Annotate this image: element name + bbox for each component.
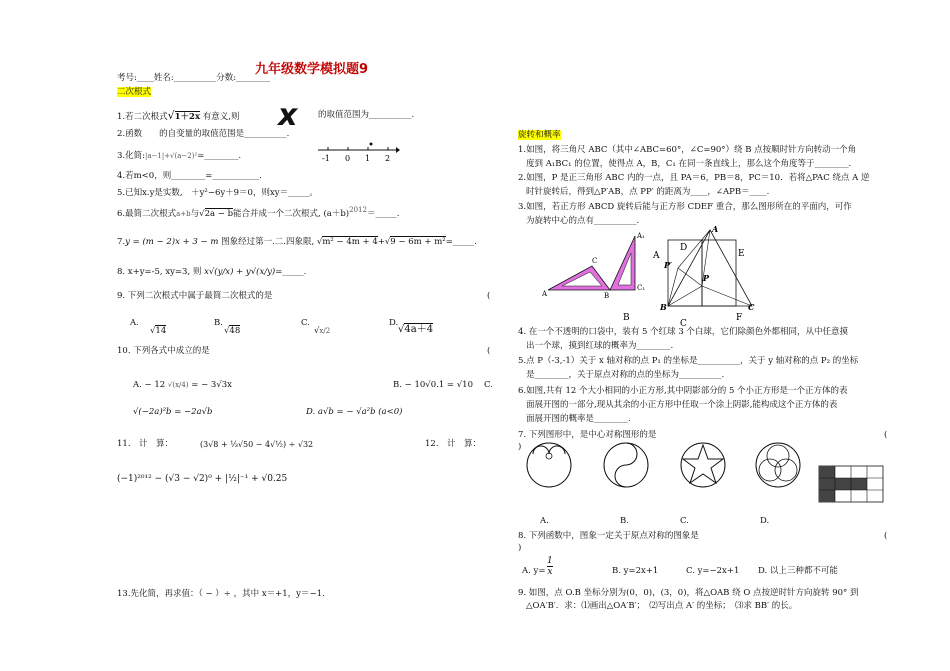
answer-paren: ( [487, 291, 491, 301]
question-11: 11. 计 算： [117, 439, 174, 449]
svg-text:A: A [712, 224, 719, 234]
question-r9-line2: △OA′B′．求：⑴画出△OA′B′； ⑵写出点 A′ 的坐标； ⑶求 BB′ 的长。 [526, 601, 798, 611]
svg-text:P: P [703, 273, 710, 283]
option-c: C. [680, 516, 689, 526]
question-r5-line1: 5.点 P（-3,-1）关于 x 轴对称的点 P₁ 的坐标是__________，关于 y 轴对称的点 P₂ 的坐标 [518, 356, 859, 366]
variable-x: x [278, 98, 298, 133]
header-line: 考号:____姓名:__________分数:________ [117, 73, 271, 83]
answer-paren: ( [884, 430, 888, 440]
symmetry-figures [525, 438, 885, 508]
fraction-1-over-x: 1 x [547, 556, 553, 577]
question-r4-line2: 出一个球，摸到红球的概率为________. [526, 341, 674, 351]
svg-text:C: C [592, 257, 598, 265]
question-r7: 7. 下列图形中，是中心对称图形的是 [518, 430, 657, 440]
question-r6-line2: 面展开图的一部分,现从其余的小正方形中任取一个涂上阴影,能构成这个正方体的表 [526, 400, 838, 410]
question-5: 5.已知x.y是实数, ＋y²−6y＋9＝0，则xy＝_____。 [117, 188, 318, 198]
option-a: A. − 12 √(x/4) = − 3√3x [133, 380, 232, 390]
option-b: B. y=2x+1 [612, 566, 659, 576]
figure-a [527, 443, 571, 487]
figure-d [756, 443, 800, 487]
section-rotation-probability: 旋转和概率 [518, 130, 561, 140]
question-r8: 8. 下列函数中，图象一定关于原点对称的图象是 [518, 531, 699, 541]
svg-text:D: D [680, 243, 688, 253]
figure-c [681, 443, 725, 487]
question-r9-line1: 9. 如图，点 O.B 坐标分别为(0，0)，(3，0)，将△OAB 绕 O 点按逆时针方向旋转 90° 到 [518, 588, 859, 598]
option-a: A. [130, 318, 139, 328]
question-r6-line1: 6.如图,共有 12 个大小相同的小正方形,其中阴影部分的 5 个小正方形是一个正方体的表 [518, 386, 848, 396]
question-12-expr: (−1)²⁰¹² − (√3 − √2)⁰ + |½|⁻¹ + √0.25 [117, 474, 288, 484]
section-radicals: 二次根式 [117, 87, 152, 97]
tick-label: 0 [345, 154, 351, 163]
question-10: 10. 下列各式中成立的是 [117, 346, 210, 356]
question-r4-line1: 4. 在一个不透明的口袋中，装有 5 个红球 3 个白球，它们除颜色外都相同，从中任意摸 [518, 327, 848, 337]
answer-paren: ( [884, 531, 888, 541]
option-c: C. y=−2x+1 [686, 566, 740, 576]
question-2: 2.函数 的自变量的取值范围是__________. [117, 129, 290, 139]
tick-label: -1 [322, 154, 330, 163]
option-d: D. [389, 318, 399, 328]
grid-figure [819, 466, 883, 502]
question-r3-line1: 3.如图，若正方形 ABCD 旋转后能与正方形 CDEF 重合，那么图形所在的平面内，可作 [518, 202, 852, 212]
svg-text:A: A [653, 251, 660, 261]
option-a-value: √14 [150, 326, 167, 336]
question-9: 9. 下列二次根式中属于最简二次根式的是 [117, 291, 273, 301]
tick-label: 2 [385, 154, 391, 163]
option-d-value: √4a＋4 [398, 324, 434, 335]
number-line [318, 140, 400, 164]
question-r3-line2: 为旋转中心的点有__________. [526, 216, 640, 226]
answer-paren: ( [487, 346, 491, 356]
svg-text:C: C [748, 302, 755, 312]
tick-label: 1 [365, 154, 371, 163]
question-11-expr: (3√8 + ⅓√50 − 4√½) ÷ √32 [200, 440, 314, 449]
svg-text:P′: P′ [664, 260, 673, 270]
page-title: 九年级数学模拟题9 [255, 62, 369, 77]
question-6: 6.最简二次根式a+b与√2a − b能合并成一个二次根式, $(a+b)^{2012}=\_\_\_\_\_$. [117, 206, 400, 219]
svg-text:B: B [604, 292, 610, 300]
option-c: C. [301, 318, 310, 328]
svg-text:C: C [680, 319, 687, 329]
option-c: √(−2a)²b = −2a√b [133, 407, 213, 417]
question-1: 1.若二次根式√1＋2x 有意义,则 [117, 109, 240, 122]
option-d: D. 以上三种都不可能 [758, 566, 838, 576]
triangle-pac [668, 230, 752, 306]
question-12: 12. 计 算： [425, 439, 482, 449]
figure-b [604, 443, 648, 487]
option-b-value: √48 [224, 326, 241, 336]
question-13: 13.先化简，再求值：（ − ）÷ ，其中 x＝+1，y＝−1. [117, 589, 325, 599]
svg-text:A: A [542, 290, 548, 298]
svg-text:B: B [660, 302, 667, 312]
svg-text:E: E [738, 249, 745, 259]
option-d: D. a√b = − √a²b (a<0) [306, 407, 403, 417]
svg-text:B: B [623, 313, 630, 323]
question-1-tail: 的取值范围为__________. [318, 110, 415, 120]
question-3: 3.化简:|a−1|+√(a−2)²=________. [117, 151, 242, 161]
option-c-label: C. [484, 380, 493, 390]
svg-text:A₁: A₁ [637, 232, 645, 240]
figures-rotation [540, 224, 780, 329]
question-r6-line3: 面展开图的概率是________. [526, 414, 631, 424]
option-b: B. [620, 516, 629, 526]
question-r2-line2: 时针旋转后，得到△P′AB，点 PP′ 的距离为____，∠APB＝____. [526, 187, 770, 197]
question-4: 4.若m<0，则________=___________. [117, 171, 262, 181]
option-a: A. y= [522, 566, 546, 576]
question-r2-line1: 2.如图，P 是正三角形 ABC 内的一点，且 PA＝6，PB＝8，PC＝10．若将△PAC 绕点 A 逆 [518, 173, 870, 183]
svg-text:C₁: C₁ [637, 284, 646, 292]
answer-paren-close: ) [518, 543, 522, 553]
question-r5-line2: 是________，关于原点对称的点的坐标为__________. [526, 370, 725, 380]
question-7: 7.y = (m − 2)x + 3 − m 图象经过第一.二.四象限, √m² − 4m + 4+√9 − 6m + m²=_____. [117, 237, 477, 247]
question-r1-line2: 度到 A₁BC₁ 的位置，使得点 A，B，C₁ 在同一条直线上，那么这个角度等于________. [526, 159, 852, 169]
option-b: B. [214, 318, 223, 328]
answer-paren-close: ) [518, 442, 522, 452]
option-d: D. [760, 516, 770, 526]
option-a: A. [540, 516, 549, 526]
question-8: 8. x+y=-5, xy=3, 则 x√(y/x) + y√(x/y)=_____. [117, 267, 307, 277]
svg-text:F: F [736, 313, 743, 323]
question-r1-line1: 1.如图，将三角尺 ABC（其中∠ABC=60°，∠C=90°）绕 B 点按顺时针方向转动一个角 [518, 145, 857, 155]
option-c-value: √x/2 [314, 326, 331, 336]
option-b: B. − 10√0.1 = √10 [393, 380, 473, 390]
